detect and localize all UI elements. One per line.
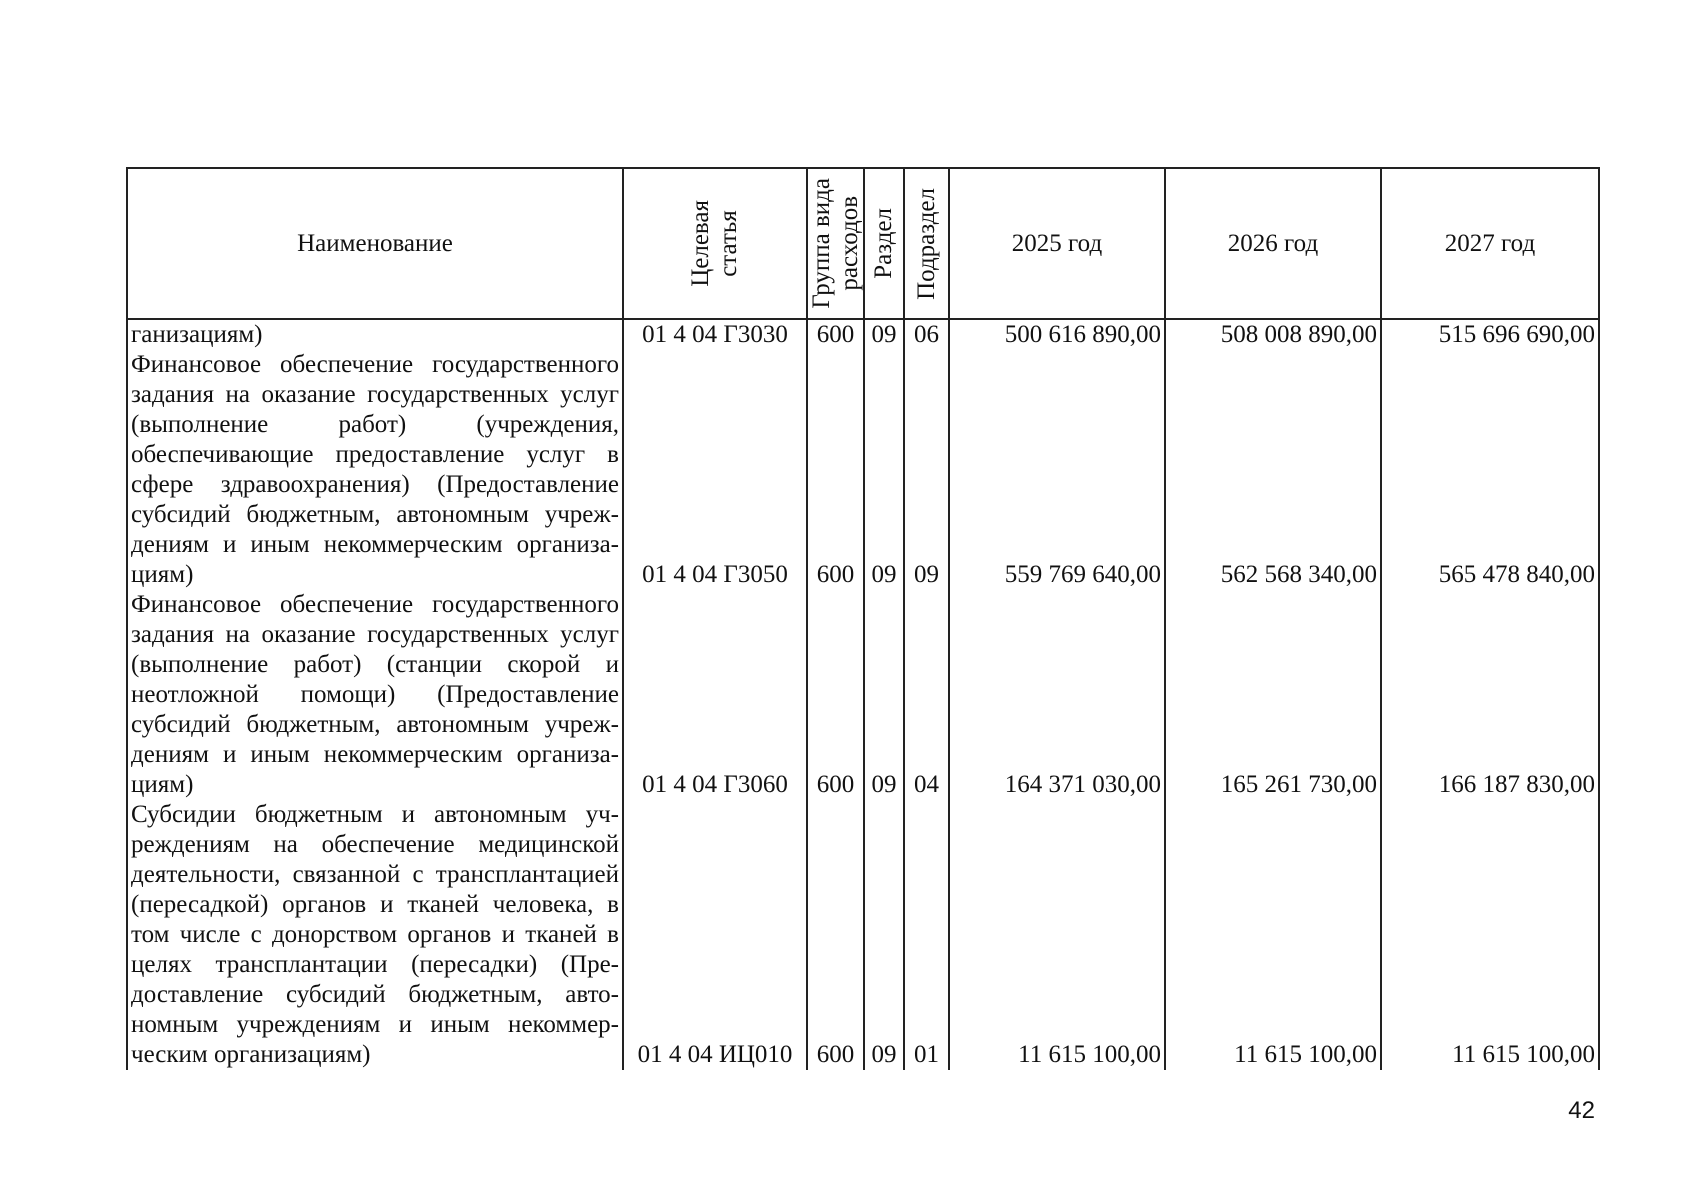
row-subsection: 01 [904,800,949,1070]
row-subsection: 04 [904,590,949,800]
budget-table [126,167,1600,1070]
header-year-2027: 2027 год [1381,168,1599,319]
table-row [127,800,1599,1070]
row-expense-group: 600 [807,319,864,350]
row-name: Финансовое обеспечение государственного задания на оказание государственных услуг (выполнение работ) (учреждения, обеспечивающие предоставление услуг в сфере здравоохранения) (Предоставление субсидий бюджетным, автономным учреждениям и иным некоммерческим организациям) [127,350,623,590]
row-amount-2025: 559 769 640,00 [949,350,1165,590]
row-name: Субсидии бюджетным и автономным учреждениям на обеспечение медицинской деятельности, связанной с трансплантацией (пересадкой) органов и тканей человека, в том числе с донорством органов и тканей в целях трансплантации (пересадки) (Предоставление субсидий бюджетным, автономным учреждениям и иным некоммерческим организациям) [127,800,623,1070]
row-target-article: 01 4 04 Г3050 [623,350,807,590]
row-subsection: 09 [904,350,949,590]
row-target-article: 01 4 04 Г3030 [623,319,807,350]
page-number: 42 [1568,1097,1595,1124]
header-subsection-label: Подраздел [912,187,940,300]
table-row [127,319,1599,350]
row-expense-group: 600 [807,590,864,800]
table-header-row [127,168,1599,319]
row-amount-2026: 562 568 340,00 [1165,350,1381,590]
header-section-label: Раздел [870,208,897,279]
header-name: Наименование [127,168,623,319]
row-amount-2026: 11 615 100,00 [1165,800,1381,1070]
header-target-article [623,168,807,319]
header-expense-group-label: Группа вида расходов [807,178,863,309]
row-subsection: 06 [904,319,949,350]
header-expense-group [807,168,864,319]
row-amount-2027: 515 696 690,00 [1381,319,1599,350]
row-name: Финансовое обеспечение государственного задания на оказание государственных услуг (выполнение работ) (станции скорой и неотложной помощи) (Предоставление субсидий бюджетным, автономным учреждениям и иным некоммерческим организациям) [127,590,623,800]
row-name: ганизациям) [127,319,623,350]
header-target-article-label: Целевая статья [687,200,742,287]
row-target-article: 01 4 04 ИЦ010 [623,800,807,1070]
table-row [127,590,1599,800]
row-section: 09 [864,319,904,350]
row-amount-2025: 11 615 100,00 [949,800,1165,1070]
row-amount-2027: 565 478 840,00 [1381,350,1599,590]
row-amount-2027: 166 187 830,00 [1381,590,1599,800]
row-amount-2026: 165 261 730,00 [1165,590,1381,800]
table-row [127,350,1599,590]
row-section: 09 [864,590,904,800]
row-amount-2027: 11 615 100,00 [1381,800,1599,1070]
header-year-2025: 2025 год [949,168,1165,319]
row-target-article: 01 4 04 Г3060 [623,590,807,800]
row-amount-2025: 500 616 890,00 [949,319,1165,350]
header-year-2026: 2026 год [1165,168,1381,319]
row-section: 09 [864,350,904,590]
row-amount-2025: 164 371 030,00 [949,590,1165,800]
header-section [864,168,904,319]
row-section: 09 [864,800,904,1070]
row-expense-group: 600 [807,350,864,590]
header-subsection [904,168,949,319]
row-expense-group: 600 [807,800,864,1070]
row-amount-2026: 508 008 890,00 [1165,319,1381,350]
